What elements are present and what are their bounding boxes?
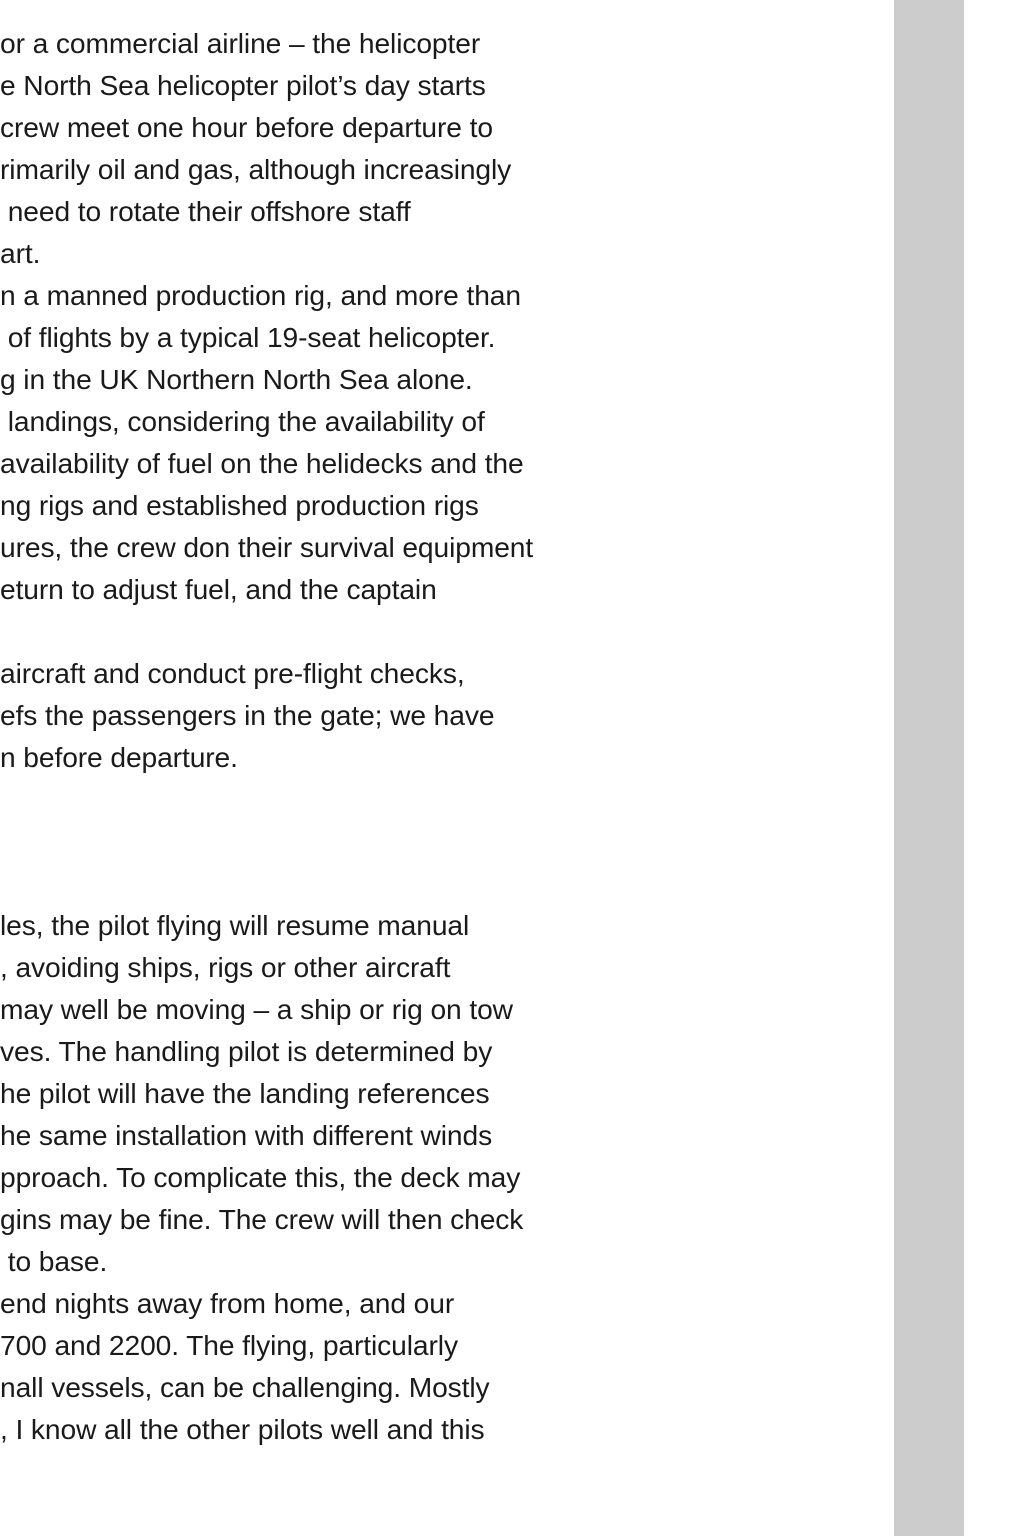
text-line: availability of fuel on the helidecks and the bbox=[0, 447, 524, 479]
text-line: g in the UK Northern North Sea alone. bbox=[0, 363, 473, 395]
body-text-column bbox=[0, 22, 600, 1450]
gray-side-bar bbox=[894, 0, 964, 1536]
text-line: or a commercial airline – the helicopter bbox=[0, 27, 481, 59]
text-line: n a manned production rig, and more than bbox=[0, 279, 521, 311]
text-line: of flights by a typical 19-seat helicopter. bbox=[0, 321, 496, 353]
text-line: nall vessels, can be challenging. Mostly bbox=[0, 1371, 490, 1403]
text-line: aircraft and conduct pre-flight checks, bbox=[0, 657, 465, 689]
text-line: ures, the crew don their survival equipment bbox=[0, 531, 534, 563]
text-line: , avoiding ships, rigs or other aircraft bbox=[0, 951, 451, 983]
text-line: ves. The handling pilot is determined by bbox=[0, 1035, 493, 1067]
text-line: art. bbox=[0, 237, 41, 269]
text-line: to base. bbox=[0, 1245, 108, 1277]
text-line: he same installation with different winds bbox=[0, 1119, 493, 1151]
text-line: efs the passengers in the gate; we have bbox=[0, 699, 495, 731]
text-line: 700 and 2200. The flying, particularly bbox=[0, 1329, 458, 1361]
blank-line bbox=[0, 862, 600, 904]
blank-line bbox=[0, 820, 600, 862]
blank-line bbox=[0, 610, 600, 652]
text-line: ng rigs and established production rigs bbox=[0, 489, 479, 521]
text-line: eturn to adjust fuel, and the captain bbox=[0, 573, 437, 605]
blank-line bbox=[0, 778, 600, 820]
text-line: les, the pilot flying will resume manual bbox=[0, 909, 470, 941]
text-line: rimarily oil and gas, although increasingly bbox=[0, 153, 512, 185]
text-line: end nights away from home, and our bbox=[0, 1287, 455, 1319]
text-line: landings, considering the availability of bbox=[0, 405, 485, 437]
text-line: gins may be fine. The crew will then check bbox=[0, 1203, 524, 1235]
text-line: n before departure. bbox=[0, 741, 238, 773]
text-line: need to rotate their offshore staff bbox=[0, 195, 411, 227]
text-line: pproach. To complicate this, the deck may bbox=[0, 1161, 521, 1193]
text-line: , I know all the other pilots well and this bbox=[0, 1413, 485, 1445]
text-line: he pilot will have the landing references bbox=[0, 1077, 490, 1109]
text-line: crew meet one hour before departure to bbox=[0, 111, 493, 143]
text-line: may well be moving – a ship or rig on tow bbox=[0, 993, 513, 1025]
text-line: e North Sea helicopter pilot’s day starts bbox=[0, 69, 486, 101]
